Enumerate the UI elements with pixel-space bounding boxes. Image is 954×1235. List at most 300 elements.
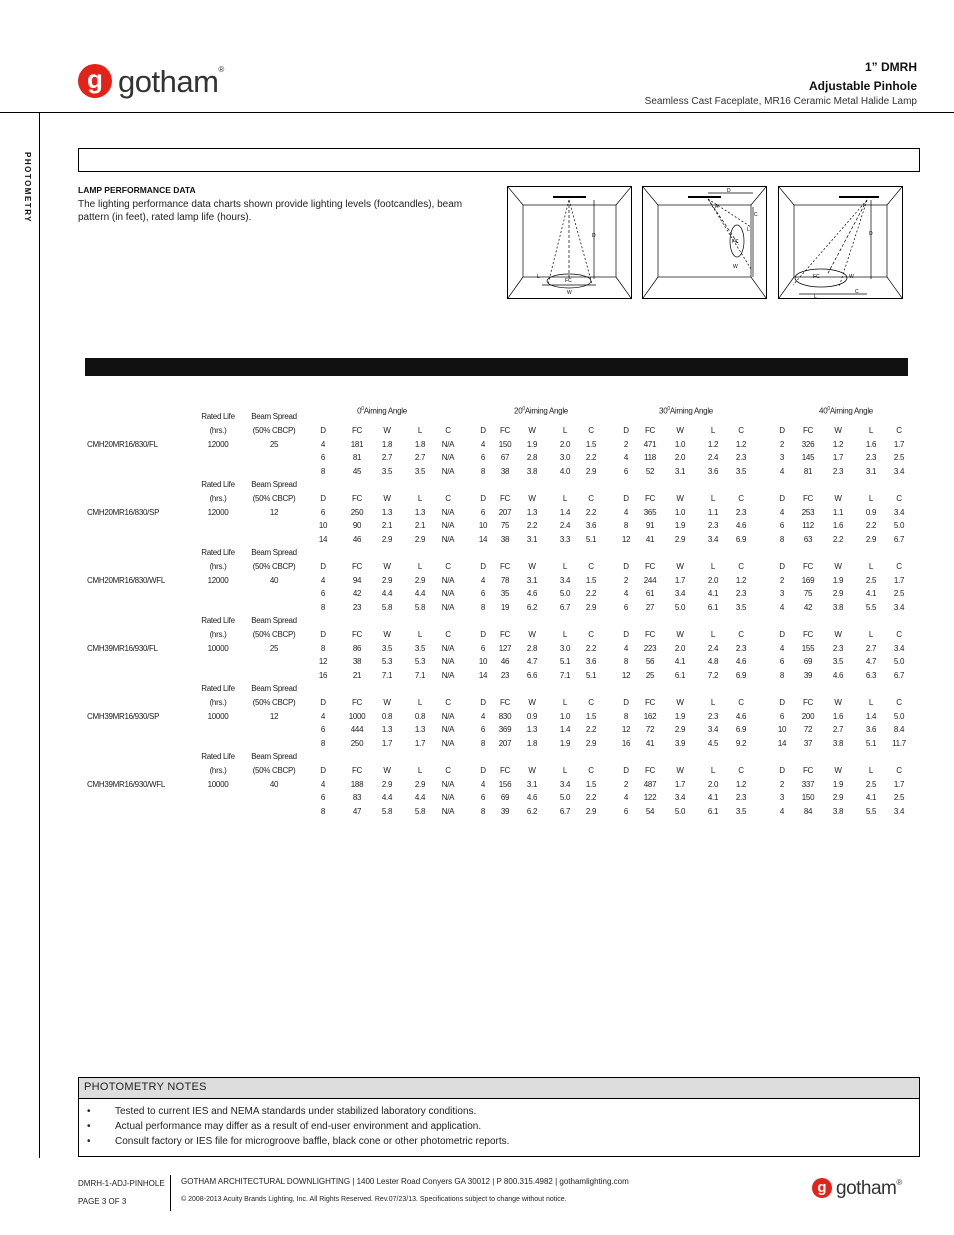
table-cell: 5.8 xyxy=(381,806,393,816)
table-cell: 162 xyxy=(643,711,657,721)
table-cell: 1.3 xyxy=(381,725,393,735)
column-header: C xyxy=(588,426,594,435)
table-cell: 6 xyxy=(320,725,326,735)
table-cell: 37 xyxy=(803,738,813,748)
table-cell: 118 xyxy=(644,453,656,463)
table-cell: 2.9 xyxy=(585,466,597,476)
table-cell: 69 xyxy=(803,657,813,667)
table-cell: 83 xyxy=(352,793,362,803)
column-header: C xyxy=(445,766,451,775)
table-cell: 4 xyxy=(480,711,486,721)
beam-spread-value: 12 xyxy=(269,507,279,517)
table-cell: 8 xyxy=(480,602,486,612)
column-header: FC xyxy=(499,494,511,503)
table-cell: 244 xyxy=(643,575,657,585)
table-cell: 4.6 xyxy=(526,589,538,599)
table-cell: 5.1 xyxy=(865,738,877,748)
table-cell: 2.9 xyxy=(414,534,426,544)
column-header: W xyxy=(528,766,536,775)
table-cell: 4 xyxy=(779,806,785,816)
table-cell: 5.8 xyxy=(414,806,426,816)
table-cell: 6.3 xyxy=(865,670,877,680)
table-cell: 156 xyxy=(498,779,512,789)
d1-label-w: W xyxy=(567,290,572,296)
d2-label-l: L xyxy=(747,227,750,233)
column-header: W xyxy=(676,562,684,571)
table-cell: 3.0 xyxy=(559,643,571,653)
table-cell: 3.1 xyxy=(865,466,877,476)
table-cell: 3.8 xyxy=(832,738,844,748)
table-cell: 1.1 xyxy=(832,507,844,517)
table-cell: 8 xyxy=(320,643,326,653)
lamp-performance-title: LAMP PERFORMANCE DATA xyxy=(78,185,196,195)
column-header: C xyxy=(445,562,451,571)
table-cell: 6.1 xyxy=(707,806,719,816)
column-header: L xyxy=(562,562,568,571)
column-header: W xyxy=(676,494,684,503)
table-cell: 4 xyxy=(320,779,326,789)
table-cell: 6 xyxy=(480,507,486,517)
table-cell: 2.9 xyxy=(414,575,426,585)
table-cell: 1.3 xyxy=(414,725,426,735)
table-cell: 2.0 xyxy=(707,575,719,585)
section-label: PHOTOMETRY xyxy=(23,152,32,224)
table-cell: 6.9 xyxy=(735,534,747,544)
table-cell: 6.7 xyxy=(559,806,571,816)
rated-life-value: 10000 xyxy=(207,643,229,653)
table-cell: 8 xyxy=(480,738,486,748)
table-cell: 8 xyxy=(320,466,326,476)
column-header: D xyxy=(779,630,785,639)
table-cell: 0.8 xyxy=(414,711,426,721)
table-cell: 223 xyxy=(643,643,657,653)
table-cell: 3.5 xyxy=(414,643,426,653)
table-cell: 207 xyxy=(498,507,512,517)
column-header: L xyxy=(868,494,874,503)
column-header: D xyxy=(623,766,629,775)
column-header: C xyxy=(738,426,744,435)
rated-life-label: (hrs.) xyxy=(209,562,227,571)
table-cell: 3.4 xyxy=(893,643,905,653)
column-header: W xyxy=(834,766,842,775)
table-cell: 250 xyxy=(350,507,364,517)
rated-life-value: 10000 xyxy=(207,711,229,721)
table-cell: 2.1 xyxy=(381,521,393,531)
table-cell: 1000 xyxy=(348,711,366,721)
table-cell: 5.0 xyxy=(893,711,905,721)
table-cell: N/A xyxy=(441,725,455,735)
lamp-catalog-number: CMH20MR16/830/SP xyxy=(87,507,160,517)
d2-label-fc: FC xyxy=(732,239,739,245)
table-cell: 7.1 xyxy=(381,670,393,680)
table-cell: 3.6 xyxy=(865,725,877,735)
table-cell: 2.3 xyxy=(735,453,747,463)
column-header: C xyxy=(588,562,594,571)
column-header: FC xyxy=(802,426,814,435)
table-cell: 7.2 xyxy=(707,670,719,680)
table-cell: 2.3 xyxy=(735,793,747,803)
column-header: D xyxy=(779,766,785,775)
table-cell: 12 xyxy=(621,725,631,735)
rated-life-label: Rated Life xyxy=(201,752,235,762)
table-cell: 6.1 xyxy=(707,602,719,612)
table-cell: 3.4 xyxy=(559,779,571,789)
table-cell: 2.5 xyxy=(893,453,905,463)
table-cell: 4.0 xyxy=(559,466,571,476)
sidebar-divider xyxy=(39,112,40,1158)
beam-spread-label: Beam Spread xyxy=(251,616,297,626)
table-cell: 23 xyxy=(352,602,362,612)
table-cell: 2.3 xyxy=(865,453,877,463)
table-cell: 78 xyxy=(500,575,510,585)
column-header: D xyxy=(623,698,629,707)
column-header: L xyxy=(417,562,423,571)
table-cell: 127 xyxy=(498,643,512,653)
table-cell: 2.9 xyxy=(865,534,877,544)
table-cell: 2.9 xyxy=(674,534,686,544)
column-header: W xyxy=(528,698,536,707)
column-header: FC xyxy=(644,426,656,435)
table-cell: 6 xyxy=(779,657,785,667)
rated-life-label: Rated Life xyxy=(201,480,235,490)
table-cell: 2.2 xyxy=(585,793,597,803)
beam-spread-label: Beam Spread xyxy=(251,548,297,558)
photometry-header-box xyxy=(78,148,920,172)
table-cell: 1.5 xyxy=(585,711,597,721)
d3-label-c: C xyxy=(855,289,859,295)
column-header: C xyxy=(588,494,594,503)
column-header: C xyxy=(896,698,902,707)
table-cell: 1.9 xyxy=(832,575,844,585)
table-cell: 4 xyxy=(320,439,326,449)
table-cell: 4.8 xyxy=(707,657,719,667)
table-cell: 4.1 xyxy=(865,589,877,599)
table-cell: 2 xyxy=(779,779,785,789)
column-header: L xyxy=(868,766,874,775)
column-header: W xyxy=(383,562,391,571)
column-header: L xyxy=(562,494,568,503)
column-header: FC xyxy=(644,698,656,707)
column-header: L xyxy=(710,494,716,503)
table-cell: 2.0 xyxy=(674,643,686,653)
table-cell: 3.5 xyxy=(735,602,747,612)
aiming-angle-header: $0^0Aiming$ Angle xyxy=(357,406,407,416)
column-header: W xyxy=(383,426,391,435)
table-cell: 90 xyxy=(352,521,362,531)
beam-spread-label: Beam Spread xyxy=(251,752,297,762)
table-cell: 253 xyxy=(801,507,815,517)
table-cell: 5.0 xyxy=(674,602,686,612)
beam-spread-label: (50% CBCP) xyxy=(252,494,296,503)
table-cell: 5.1 xyxy=(559,657,571,667)
table-cell: 16 xyxy=(621,738,631,748)
performance-table-header-bar xyxy=(85,358,908,376)
photometry-notes-title: PHOTOMETRY NOTES xyxy=(78,1077,920,1099)
table-cell: 1.8 xyxy=(381,439,393,449)
table-cell: 2.0 xyxy=(707,779,719,789)
beam-spread-value: 40 xyxy=(269,575,279,585)
rated-life-label: Rated Life xyxy=(201,616,235,626)
table-cell: 5.3 xyxy=(414,657,426,667)
table-cell: N/A xyxy=(441,738,455,748)
column-header: W xyxy=(528,426,536,435)
table-cell: 8 xyxy=(623,711,629,721)
table-cell: 1.5 xyxy=(585,779,597,789)
table-cell: 2.9 xyxy=(381,779,393,789)
product-description: Seamless Cast Faceplate, MR16 Ceramic Metal Halide Lamp xyxy=(644,96,917,107)
column-header: D xyxy=(480,562,486,571)
table-cell: 1.7 xyxy=(674,575,686,585)
table-cell: 4.5 xyxy=(707,738,719,748)
table-cell: 4.1 xyxy=(707,793,719,803)
table-cell: N/A xyxy=(441,793,455,803)
gotham-logo xyxy=(78,64,224,98)
table-cell: 3 xyxy=(779,793,785,803)
footer-page-number: PAGE 3 OF 3 xyxy=(78,1197,127,1206)
beam-spread-value: 25 xyxy=(269,439,279,449)
d2-label-w: W xyxy=(733,264,738,270)
lamp-catalog-number: CMH20MR16/830/WFL xyxy=(87,575,166,585)
table-cell: 3.1 xyxy=(526,779,538,789)
table-cell: 8 xyxy=(779,534,785,544)
table-cell: 4 xyxy=(623,453,629,463)
table-cell: 3.8 xyxy=(832,602,844,612)
table-cell: 4.4 xyxy=(381,589,393,599)
table-cell: 3.4 xyxy=(893,507,905,517)
table-cell: 2 xyxy=(623,575,629,585)
table-cell: 4 xyxy=(779,643,785,653)
table-cell: 2.4 xyxy=(707,453,719,463)
table-cell: 3.4 xyxy=(893,602,905,612)
table-cell: 3.4 xyxy=(707,534,719,544)
column-header: L xyxy=(562,630,568,639)
table-cell: 181 xyxy=(350,439,364,449)
column-header: FC xyxy=(351,698,363,707)
table-cell: 4 xyxy=(320,575,326,585)
d3-label-w: W xyxy=(849,274,854,280)
table-cell: 2.2 xyxy=(585,725,597,735)
table-cell: 4.4 xyxy=(414,793,426,803)
table-cell: 7.1 xyxy=(414,670,426,680)
column-header: FC xyxy=(499,426,511,435)
table-cell: 1.3 xyxy=(526,725,538,735)
table-cell: 46 xyxy=(500,657,510,667)
table-cell: 3.5 xyxy=(735,466,747,476)
table-cell: 2.0 xyxy=(559,439,571,449)
table-cell: 150 xyxy=(498,439,512,449)
rated-life-value: 12000 xyxy=(207,575,229,585)
table-cell: 2.3 xyxy=(832,643,844,653)
table-cell: 3 xyxy=(779,453,785,463)
table-cell: 8 xyxy=(320,738,326,748)
column-header: W xyxy=(528,494,536,503)
table-cell: N/A xyxy=(441,670,455,680)
table-cell: 4.6 xyxy=(832,670,844,680)
column-header: FC xyxy=(802,562,814,571)
table-cell: 3.4 xyxy=(707,725,719,735)
column-header: W xyxy=(676,426,684,435)
aiming-angle-header: $30^0Aiming$ Angle xyxy=(659,406,713,416)
table-cell: N/A xyxy=(441,602,455,612)
table-cell: 4.6 xyxy=(735,657,747,667)
column-header: W xyxy=(834,562,842,571)
table-cell: 14 xyxy=(318,534,328,544)
beam-spread-value: 12 xyxy=(269,711,279,721)
table-cell: 47 xyxy=(352,806,362,816)
table-cell: 2.9 xyxy=(585,738,597,748)
column-header: FC xyxy=(802,494,814,503)
table-cell: 2.2 xyxy=(585,643,597,653)
table-cell: 2.2 xyxy=(526,521,538,531)
table-cell: 3.5 xyxy=(381,466,393,476)
table-cell: 4.4 xyxy=(414,589,426,599)
table-cell: 122 xyxy=(643,793,657,803)
note-item: • Actual performance may differ as a result of end-user environment and application. xyxy=(87,1121,482,1132)
table-cell: 38 xyxy=(500,534,510,544)
table-cell: 54 xyxy=(645,806,655,816)
column-header: D xyxy=(480,630,486,639)
table-cell: 14 xyxy=(478,534,488,544)
column-header: D xyxy=(320,698,326,707)
table-cell: 4.4 xyxy=(381,793,393,803)
column-header: D xyxy=(779,426,785,435)
table-cell: 169 xyxy=(801,575,815,585)
table-cell: 487 xyxy=(643,779,657,789)
aiming-diagram-floor xyxy=(778,186,903,299)
table-cell: 6.2 xyxy=(526,602,538,612)
column-header: D xyxy=(480,766,486,775)
table-cell: 1.6 xyxy=(832,711,844,721)
table-cell: 38 xyxy=(500,466,510,476)
table-cell: N/A xyxy=(441,534,455,544)
table-cell: 35 xyxy=(500,589,510,599)
table-cell: 7.1 xyxy=(559,670,571,680)
table-cell: 14 xyxy=(478,670,488,680)
table-cell: 2.2 xyxy=(832,534,844,544)
rated-life-label: Rated Life xyxy=(201,548,235,558)
column-header: L xyxy=(710,426,716,435)
table-cell: 72 xyxy=(645,725,655,735)
table-cell: 4 xyxy=(779,507,785,517)
table-cell: 2.9 xyxy=(414,779,426,789)
table-cell: 1.9 xyxy=(832,779,844,789)
table-cell: N/A xyxy=(441,779,455,789)
table-cell: 2.4 xyxy=(707,643,719,653)
column-header: C xyxy=(588,766,594,775)
table-cell: 830 xyxy=(498,711,512,721)
table-cell: 1.0 xyxy=(559,711,571,721)
table-cell: N/A xyxy=(441,466,455,476)
table-cell: 67 xyxy=(500,453,510,463)
column-header: FC xyxy=(499,562,511,571)
table-cell: 3.4 xyxy=(559,575,571,585)
table-cell: 2.3 xyxy=(707,521,719,531)
d3-label-l: L xyxy=(814,294,817,298)
column-header: D xyxy=(320,562,326,571)
table-cell: 4 xyxy=(779,466,785,476)
table-cell: 6 xyxy=(480,589,486,599)
column-header: W xyxy=(834,698,842,707)
table-cell: 45 xyxy=(352,466,362,476)
column-header: C xyxy=(896,562,902,571)
column-header: D xyxy=(623,562,629,571)
table-cell: 337 xyxy=(801,779,815,789)
table-cell: 14 xyxy=(777,738,787,748)
table-cell: 3.4 xyxy=(674,793,686,803)
beam-spread-label: Beam Spread xyxy=(251,412,297,422)
table-cell: 326 xyxy=(801,439,815,449)
table-cell: 250 xyxy=(350,738,364,748)
table-cell: 200 xyxy=(801,711,815,721)
table-cell: 10 xyxy=(478,521,488,531)
table-cell: 1.7 xyxy=(893,779,905,789)
column-header: C xyxy=(738,630,744,639)
column-header: C xyxy=(588,630,594,639)
table-cell: 75 xyxy=(803,589,813,599)
table-cell: 2.9 xyxy=(381,575,393,585)
table-cell: 471 xyxy=(643,439,657,449)
table-cell: 94 xyxy=(352,575,362,585)
footer-divider xyxy=(170,1175,171,1211)
column-header: L xyxy=(562,766,568,775)
table-cell: 1.7 xyxy=(381,738,393,748)
table-cell: 4.1 xyxy=(674,657,686,667)
table-cell: 2.7 xyxy=(381,453,393,463)
logo-wordmark: gotham® xyxy=(118,63,224,99)
column-header: FC xyxy=(499,630,511,639)
rated-life-value: 12000 xyxy=(207,439,229,449)
table-cell: 1.3 xyxy=(414,507,426,517)
table-cell: 3.5 xyxy=(381,643,393,653)
table-cell: 4 xyxy=(623,507,629,517)
aiming-diagram-wall-svg xyxy=(643,187,766,298)
table-cell: 6.7 xyxy=(559,602,571,612)
table-cell: 39 xyxy=(803,670,813,680)
table-cell: 3.9 xyxy=(674,738,686,748)
column-header: L xyxy=(417,494,423,503)
table-cell: 75 xyxy=(500,521,510,531)
table-cell: 46 xyxy=(352,534,362,544)
footer-logo-wordmark: gotham® xyxy=(836,1177,902,1199)
column-header: C xyxy=(445,698,451,707)
beam-spread-label: (50% CBCP) xyxy=(252,426,296,435)
column-header: W xyxy=(676,698,684,707)
table-cell: 0.9 xyxy=(865,507,877,517)
table-cell: 2.3 xyxy=(707,711,719,721)
table-cell: 0.9 xyxy=(526,711,538,721)
table-cell: 1.3 xyxy=(381,507,393,517)
table-cell: 1.0 xyxy=(674,439,686,449)
table-cell: 1.7 xyxy=(893,439,905,449)
table-cell: 4.7 xyxy=(526,657,538,667)
table-cell: 69 xyxy=(500,793,510,803)
column-header: D xyxy=(779,562,785,571)
column-header: W xyxy=(834,426,842,435)
beam-spread-label: (50% CBCP) xyxy=(252,562,296,571)
table-cell: 112 xyxy=(802,521,814,531)
column-header: W xyxy=(528,630,536,639)
column-header: C xyxy=(896,766,902,775)
footer-gotham-logo xyxy=(812,1178,902,1198)
column-header: D xyxy=(320,630,326,639)
rated-life-label: (hrs.) xyxy=(209,630,227,639)
lamp-catalog-number: CMH39MR16/930/WFL xyxy=(87,779,166,789)
table-cell: 0.8 xyxy=(381,711,393,721)
column-header: W xyxy=(676,630,684,639)
table-cell: 1.4 xyxy=(559,507,571,517)
table-cell: 1.4 xyxy=(559,725,571,735)
table-cell: 5.5 xyxy=(865,602,877,612)
